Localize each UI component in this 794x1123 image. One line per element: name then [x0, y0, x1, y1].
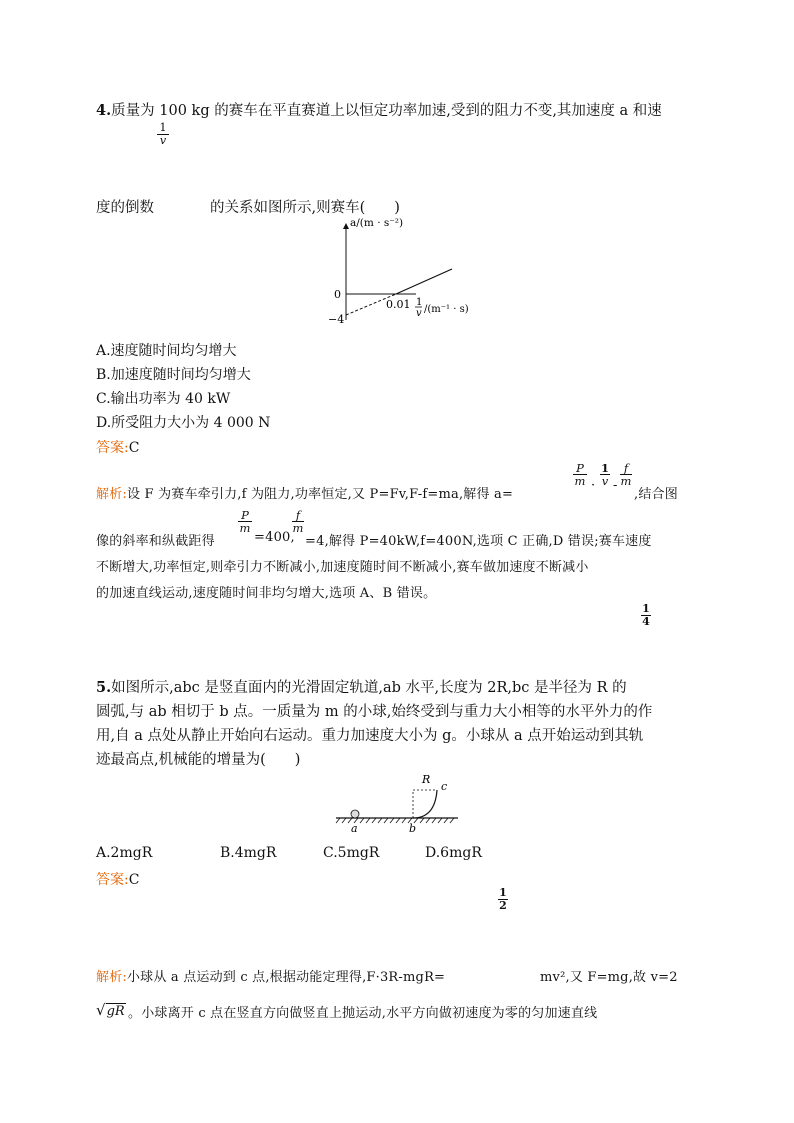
q5-label-R: R: [422, 773, 431, 786]
q4-graph: [320, 212, 490, 332]
q4-explain-label: 解析:: [96, 487, 127, 502]
q4-option-a: A.速度随时间均匀增大: [96, 343, 237, 359]
q5-answer-value: C: [128, 872, 140, 888]
q5-explain-line1a: [96, 966, 445, 985]
q4-line2-P-over-m: $\frac{P}{m}$: [239, 508, 251, 535]
q5-option-c: C.5mgR: [323, 845, 380, 861]
q4-eq-P-over-m: $\frac{P}{m}$: [574, 461, 586, 488]
q4-number: 4.: [96, 102, 112, 119]
q4-x-unit: /(m⁻¹ · s): [424, 304, 469, 315]
q4-explain-line1-end: ,结合图: [634, 487, 678, 502]
q4-option-c: C.输出功率为 40 kW: [96, 391, 231, 407]
q4-option-b: B.加速度随时间均匀增大: [96, 367, 251, 383]
q5-label-b: b: [409, 822, 417, 835]
q5-answer: [96, 869, 139, 889]
q4-eq-minus: -: [613, 478, 618, 493]
q4-x-frac-den: v: [416, 308, 422, 319]
q4-explain-text1: 设 F 为赛车牵引力,f 为阻力,功率恒定,又 P=Fv,F-f=ma,解得 a=: [126, 487, 514, 502]
q5-label-c: c: [441, 780, 448, 793]
q4-stem-text: 质量为 100 kg 的赛车在平直赛道上以恒定功率加速,受到的阻力不变,其加速度 a 和速: [111, 103, 662, 119]
q4-answer: [96, 437, 139, 457]
q5-explain-line2: 。小球离开 c 点在竖直方向做竖直上抛运动,水平方向做初速度为零的匀加速直线: [128, 1006, 598, 1021]
q4-explain-line2b: =400,: [254, 530, 295, 545]
q5-number: 5.: [96, 679, 112, 696]
q4-y-label: a/(m · s⁻²): [350, 217, 404, 229]
q5-stray-fraction: $\frac{1}{2}$: [499, 886, 507, 912]
q4-explain-line2c: =4,解得 P=40kW,f=400N,选项 C 正确,D 错误;赛车速度: [305, 534, 652, 549]
q4-line2-f-over-m: $\frac{f}{m}$: [292, 508, 304, 535]
q4-frac-den: v: [159, 134, 167, 147]
q5-stem-line3: 用,自 a 点处从静止开始向右运动。重力加速度大小为 g。小球从 a 点开始运动到其轨: [96, 728, 644, 744]
q5-ball: [351, 810, 359, 818]
q5-label-a: a: [351, 822, 358, 835]
q5-option-a: A.2mgR: [96, 845, 153, 861]
q4-stem-line2a: 度的倒数: [96, 200, 154, 216]
q5-stem-text1: 如图所示,abc 是竖直面内的光滑固定轨道,ab 水平,长度为 2R,bc 是半径为 R 的: [111, 680, 627, 696]
q5-stem-line2: 圆弧,与 ab 相切于 b 点。一质量为 m 的小球,始终受到与重力大小相等的水平外力的作: [96, 704, 653, 720]
q4-stray-fraction: $\frac{1}{4}$: [642, 602, 650, 628]
q4-option-d: D.所受阻力大小为 4 000 N: [96, 415, 271, 431]
q4-x-tick: 0.01: [386, 298, 411, 311]
q4-y-zero: 0: [334, 288, 341, 301]
q5-stem-line1: [96, 676, 627, 697]
q5-arc-bc: [413, 790, 437, 818]
q4-frac-num: 1: [157, 122, 169, 135]
q5-track-figure: [330, 770, 465, 835]
q4-answer-label: 答案:: [96, 440, 129, 456]
q4-explain-line1: [96, 483, 513, 502]
q4-eq-dot: ·: [591, 478, 596, 493]
q4-explain-line3: 不断增大,功率恒定,则牵引力不断减小,加速度随时间不断减小,赛车做加速度不断减小: [96, 560, 589, 575]
q4-explain-line4: 的加速直线运动,速度随时间非均匀增大,选项 A、B 错误。: [96, 586, 437, 601]
q4-eq-1-over-v: $\frac{1}{v}$: [600, 461, 609, 488]
q4-x-frac-num: 1: [416, 297, 423, 308]
q5-explain-text1: 小球从 a 点运动到 c 点,根据动能定理得,F·3R-mgR=: [126, 970, 446, 985]
q4-one-over-v-fraction: [157, 122, 169, 147]
q5-explain-line1b: mv²,又 F=mg,故 v=2: [540, 970, 678, 985]
q4-answer-value: C: [128, 440, 140, 456]
q5-explain-label: 解析:: [96, 970, 127, 985]
q5-sqrt-gR: √gR: [96, 1001, 125, 1019]
q5-stem-line4: 迹最高点,机械能的增量为( ): [96, 752, 301, 768]
q4-y-neg: −4: [328, 313, 345, 326]
q4-stem-line2b: 的关系如图所示,则赛车( ): [210, 200, 400, 216]
q5-answer-label: 答案:: [96, 872, 129, 888]
q5-option-b: B.4mgR: [220, 845, 277, 861]
q4-solid-line: [396, 269, 452, 294]
q4-stem-line1: [96, 99, 662, 120]
q4-eq-f-over-m: $\frac{f}{m}$: [620, 461, 632, 488]
q4-explain-line2a: 像的斜率和纵截距得: [96, 534, 215, 549]
q5-option-d: D.6mgR: [425, 845, 482, 861]
